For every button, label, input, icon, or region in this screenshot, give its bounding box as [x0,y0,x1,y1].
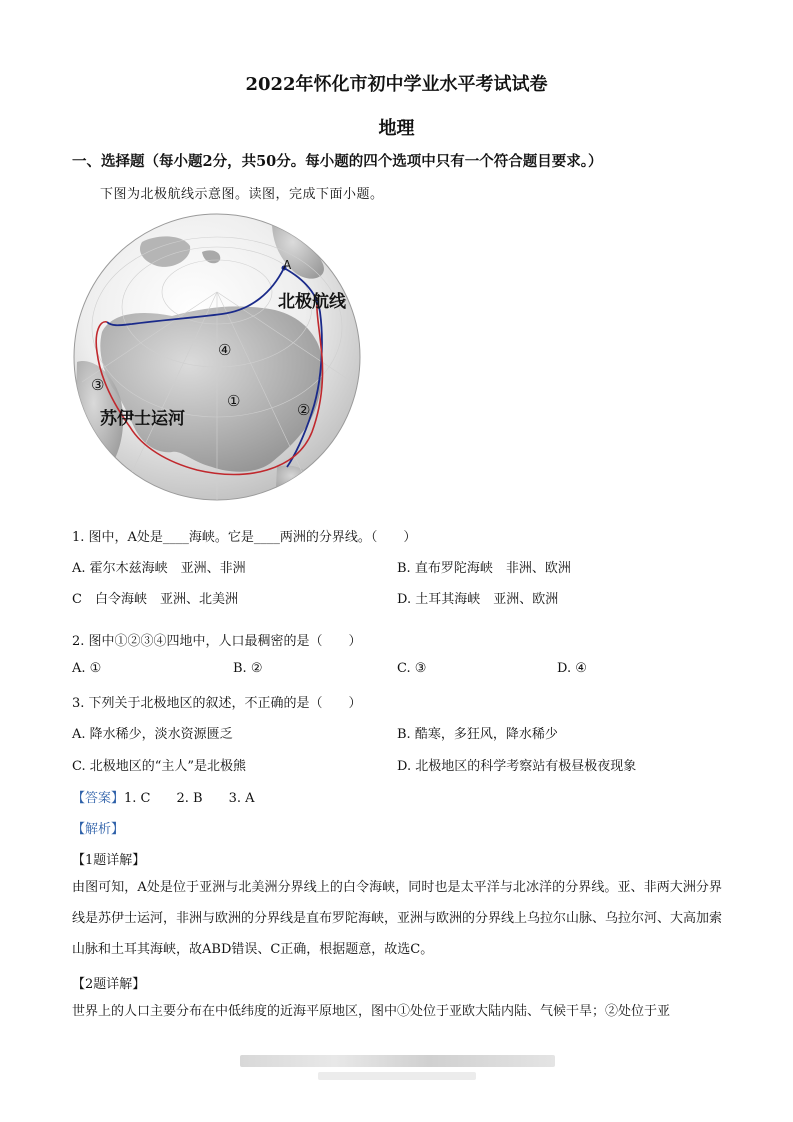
section-heading: 一、选择题（每小题2分，共50分。每小题的四个选项中只有一个符合题目要求。） [72,153,603,170]
q2-option-d: D. ④ [557,661,587,676]
q1-option-b: B. 直布罗陀海峡 非洲、欧洲 [397,561,571,576]
q2-option-c: C. ③ [397,661,427,676]
q1-option-a: A. 霍尔木兹海峡 亚洲、非洲 [72,561,246,576]
q2-option-b: B. ② [233,661,263,676]
question-2-stem: 2. 图中①②③④四地中，人口最稠密的是（ ） [72,634,362,649]
detail-2-heading: 【2题详解】 [72,977,146,992]
question-intro: 下图为北极航线示意图。读图，完成下面小题。 [100,187,384,202]
marker-3: ③ [91,376,105,394]
analysis-label: 【解析】 [72,822,125,837]
page-title: 2022年怀化市初中学业水平考试试卷 [245,74,548,95]
answer-values: 1. C 2. B 3. A [124,791,255,806]
answer-label: 【答案】 [72,791,125,806]
question-3-stem: 3. 下列关于北极地区的叙述，不正确的是（ ） [72,696,362,711]
q3-option-c: C. 北极地区的“主人”是北极熊 [72,759,247,774]
q2-option-a: A. ① [72,661,102,676]
question-1-stem: 1. 图中，A处是____海峡。它是____两洲的分界线。（ ） [72,530,417,545]
q3-option-d: D. 北极地区的科学考察站有极昼极夜现象 [397,759,637,774]
marker-1: ① [227,392,241,410]
blurred-watermark [240,1055,555,1067]
q3-option-b: B. 酷寒，多狂风，降水稀少 [397,727,558,742]
detail-1-heading: 【1题详解】 [72,853,146,868]
q3-option-a: A. 降水稀少，淡水资源匮乏 [72,727,233,742]
subject-title: 地理 [378,118,415,139]
q1-option-d: D. 土耳其海峡 亚洲、欧洲 [397,592,559,607]
detail-1-text: 由图可知，A处是位于亚洲与北美洲分界线上的白令海峡，同时也是太平洋与北冰洋的分界线。亚、非两大洲分界线是苏伊士运河，非洲与欧洲的分界线是直布罗陀海峡，亚洲与欧洲的分界线上乌拉尔山脉、乌拉尔河、大高加索山脉和土耳其海峡，故ABD错误、C正确，根据题意，故选C。 [72,880,723,957]
point-a-label: A [283,258,292,272]
detail-2-text: 世界上的人口主要分布在中低纬度的近海平原地区，图中①处位于亚欧大陆内陆、气候干旱；②处位于亚 [72,1004,671,1019]
arctic-route-label: 北极航线 [278,292,346,312]
answer-line [72,787,255,806]
marker-4: ④ [218,341,232,359]
q1-option-c: C 白令海峡 亚洲、北美洲 [72,592,238,607]
arctic-route-map [72,212,362,502]
suez-canal-label: 苏伊士运河 [100,409,185,429]
marker-2: ② [297,401,311,419]
blurred-watermark-sub [318,1072,476,1080]
